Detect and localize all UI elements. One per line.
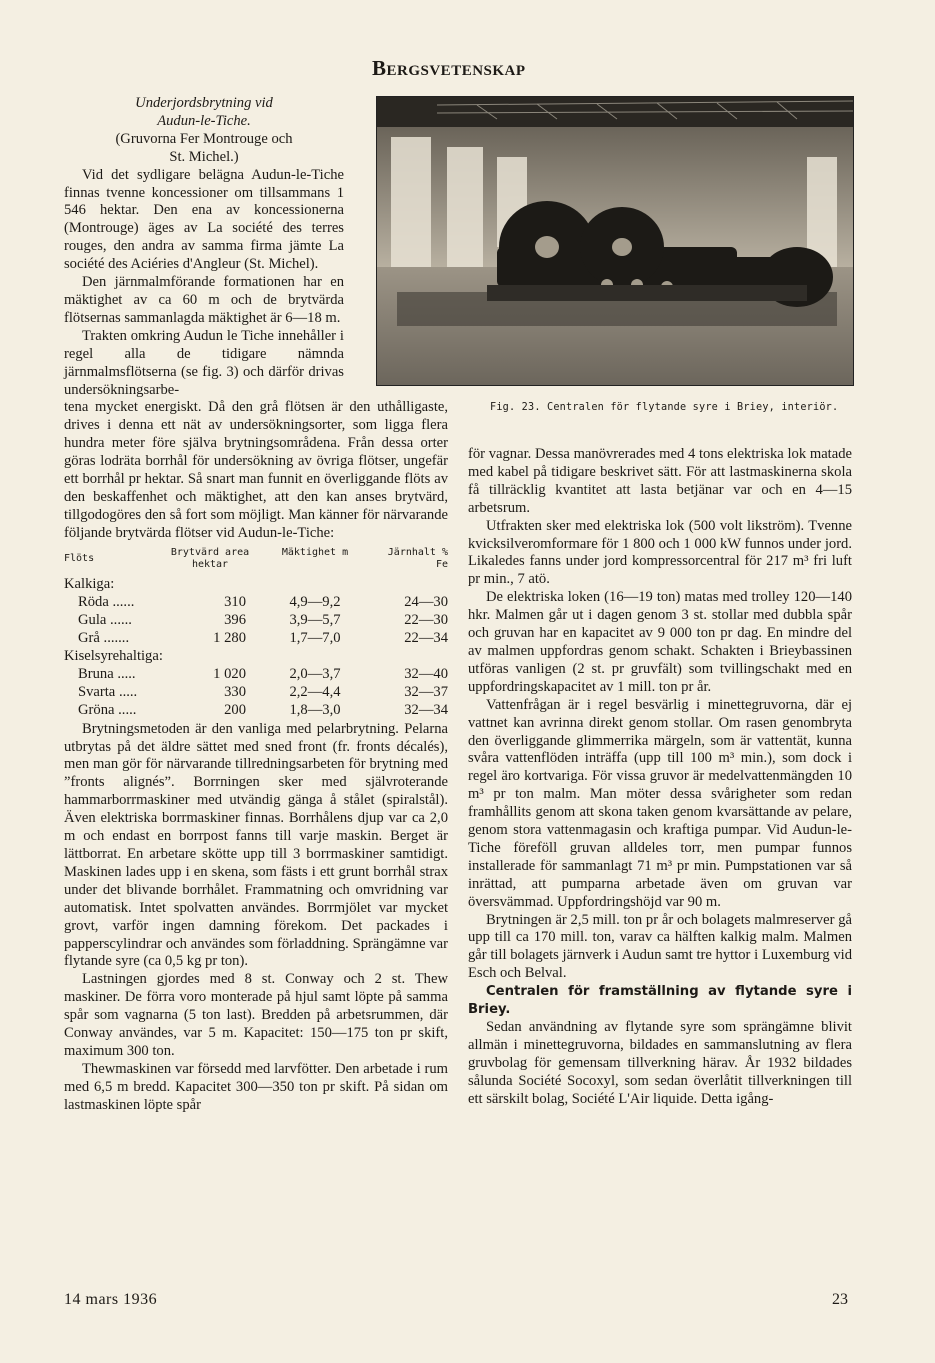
iron-value: 32—37 <box>404 683 448 700</box>
figure-caption: Fig. 23. Centralen för flytande syre i Briey, interiör. <box>490 402 839 413</box>
group-label: Kalkiga: <box>64 575 115 592</box>
leader-dots: ..... <box>118 683 138 700</box>
area-value: 1 020 <box>213 665 246 682</box>
iron-value: 24—30 <box>404 593 448 610</box>
table-row <box>64 593 448 611</box>
paragraph: Utfrakten sker med elektriska lok (500 volt likström). Tvenne kvicksilveromformare för 1 800 och 1 000 kW funnos under jord. Likaledes fanns under jord kompressorcentral för 217 m³ fri luft pr min., 7 atö. <box>468 517 852 588</box>
table-row <box>64 611 448 629</box>
paragraph: Trakten omkring Audun le Tiche innehåller i regel alla de tidigare nämnda järnmalmsflötserna (se fig. 3) och därför drivas undersökningsarbe- <box>64 327 344 398</box>
column-header: Brytvärd area hektar <box>170 546 250 570</box>
paragraph: tena mycket energiskt. Då den grå flötsen är den uthålligaste, drives i denna ett nät av undersökningsorter, som ligga flera hundra meter före själva brytningsområdena. Från dessa orter göras lodräta borrhål för undersökning av övriga flötser, ungefär ett borrhål pr hektar. Så snart man funnit en överliggande flöts av den beskaffenhet och mäktighet, att den kan anses brytvärd, tillgodogöres den så fort som möjligt. Man känner för närvarande följande brytvärda flötser vid Audun-le-Tiche: <box>64 399 448 541</box>
narrow-text-block <box>64 167 344 400</box>
leader-dots: ....... <box>103 629 130 646</box>
leader-dots: ...... <box>112 593 135 610</box>
thickness-value: 1,7—7,0 <box>289 629 341 646</box>
paragraph: Brytningen är 2,5 mill. ton pr år och bolagets malmreserver gå upp till ca 170 mill. ton, varav ca hälften kalkig malm. Malmen går till bolagets järnverk i Audun samt tre hyttor i Luxemburg vid Esch och Belval. <box>468 911 852 982</box>
section-subtitle-line1: (Gruvorna Fer Montrouge och <box>115 130 293 147</box>
section-intro <box>64 95 344 167</box>
paragraph: Lastningen gjordes med 8 st. Conway och 2 st. Thew maskiner. De förra voro monterade på hjul samt löpte på samma spår som vagnarna (5 ton last). Bredden på arbetsrummen, där Conway användes, var 5 m. Kapacitet: 150—175 ton pr skift, maximum 300 ton. <box>64 971 448 1059</box>
table-row <box>64 701 448 719</box>
flots-name: Gula <box>78 611 107 628</box>
thickness-value: 1,8—3,0 <box>289 701 341 718</box>
right-column <box>468 446 852 1109</box>
left-column <box>64 95 448 1115</box>
page-number: 23 <box>832 1291 848 1308</box>
thickness-value: 3,9—5,7 <box>289 611 341 628</box>
flots-name: Bruna <box>78 665 114 682</box>
iron-value: 32—40 <box>404 665 448 682</box>
group-row <box>64 575 448 593</box>
area-value: 200 <box>224 701 246 718</box>
paragraph: De elektriska loken (16—19 ton) matas med trolley 120—140 hkr. Malmen går ut i dagen genom 3 st. stollar med dubbla spår och gruvan har en kapacitet av 9 000 ton pr dag. En mindre del av malmen uppfordras genom schakt. Schakten i Brieybassinen utföras vanligen (2 st. pr gruvfält) som tvillingschakt med en uppfordringskapacitet av 1 mill. ton pr år. <box>468 589 852 695</box>
iron-value: 22—34 <box>404 629 448 646</box>
paragraph: Vid det sydligare belägna Audun-le-Tiche finnas tvenne koncessioner om tillsammans 1 546 hektar. Den ena av koncessionerna (Montrouge) äges av La société des terres rouges, den andra av samma firma jämte La société des Aciéries d'Angleur (St. Michel). <box>64 166 344 273</box>
group-row <box>64 647 448 665</box>
flots-name: Röda <box>78 593 109 610</box>
paragraph: Thewmaskinen var försedd med larvfötter. Den arbetade i rum med 6,5 m bredd. Kapacitet 300—350 ton pr skift. På sidan om lastmaskinen löpte spår <box>64 1060 448 1113</box>
iron-value: 32—34 <box>404 701 448 718</box>
area-value: 396 <box>224 611 246 628</box>
paragraph: Brytningsmetoden är den vanliga med pelarbrytning. Pelarna utbrytas på det äldre sättet med sned front (fr. fronts décalés), men man gör för närvarande tillredningsarbeten för brytning med ”fronts alignés”. Borrningen sker med självroterande hammarborrmaskiner med utvändig gänga å stålet (spiralstål). Även elektriska borrmaskiner finnas. Borrhålens djup var ca 2,0 m och endast en borrpost fanns till varje maskin. Berget är lättborrat. En arbetare skötte upp till 3 borrmaskiner samtidigt. Maskinen lades upp i en skena, som fästs i ett grunt borrhål strax under det blivande borrhålet. Frammatning och omvridning var automatisk. Intet spolvatten användes. Borrmjölet var mycket grovt, varför ingen damning förekom. Det packades i papperscylindrar och användes som förladdning. Sprängämne var flytande syre (ca 0,5 kg pr ton). <box>64 720 448 970</box>
paragraph: Den järnmalmförande formationen har en mäktighet av ca 60 m och de brytvärda flötsernas sammanlagda mäktighet är 6—18 m. <box>64 274 344 326</box>
flots-name: Svarta <box>78 683 116 700</box>
table-row <box>64 665 448 683</box>
flots-name: Gröna <box>78 701 115 718</box>
leader-dots: ..... <box>117 665 136 682</box>
issue-date: 14 mars 1936 <box>64 1291 158 1308</box>
section-subtitle-line2: St. Michel.) <box>169 148 239 165</box>
table-header-row <box>64 547 448 575</box>
section-title-line2: Audun-le-Tiche. <box>157 112 251 129</box>
machinery-illustration <box>377 97 853 385</box>
section-title-line1: Underjordsbrytning vid <box>135 95 273 111</box>
thickness-value: 2,2—4,4 <box>289 683 341 700</box>
column-header: Flöts <box>64 552 95 564</box>
thickness-value: 2,0—3,7 <box>289 665 341 682</box>
column-header: Mäktighet m <box>281 546 349 558</box>
column-header: Järnhalt % Fe <box>387 546 448 570</box>
table-row <box>64 629 448 647</box>
running-header: Bergsvetenskap <box>372 56 526 80</box>
section-heading: Centralen för framställning av flytande syre i Briey. <box>468 984 852 1018</box>
table-row <box>64 683 448 701</box>
leader-dots: ...... <box>110 611 132 628</box>
area-value: 1 280 <box>213 629 246 646</box>
area-value: 310 <box>224 593 246 610</box>
paragraph: för vagnar. Dessa manövrerades med 4 tons elektriska lok matade med kabel på tidigare beskrivet sätt. För att lastmaskinerna skola få tillräcklig kvantitet att lasta betjänar var och en 4—15 arbetsrum. <box>468 446 852 516</box>
thickness-value: 4,9—9,2 <box>289 593 341 610</box>
flots-table <box>64 547 448 719</box>
paragraph: Sedan användning av flytande syre som sprängämne blivit allmän i minettegruvorna, bildades en sammanslutning av flera gruvbolag för gemensam tillverkning härav. År 1932 bildades sålunda Société Socoxyl, som sedan överlåtit tillverkningen till ett särskilt bolag, Société L'Air liquide. Detta igång- <box>468 1019 852 1107</box>
iron-value: 22—30 <box>404 611 448 628</box>
group-label: Kiselsyrehaltiga: <box>64 647 163 664</box>
leader-dots: ..... <box>118 701 137 718</box>
area-value: 330 <box>224 683 246 700</box>
paragraph: Vattenfrågan är i regel besvärlig i minettegruvorna, där ej vattnet kan avrinna direkt genom stollar. Om rasen genombryta den överliggande glimmerrika märgeln, som är vattentät, kunna svåra vattenflöden inträffa (upp till 100 m³ min.), som dock i regel äro kortvariga. För vissa gruvor är medelvattenmängden 10 m³ pr ton malm. Man möter dessa svårigheter som redan framhållits genom att skona taken genom kvarsättande av pelare, genom stora vattenmagasin och kraftiga pumpar. Vid Audun-le-Tiche föreföll gruvan alldeles torr, men pumpar funnos installerade för sammanlagt 71 m³ pr min. Pumpstationen var så inrättad, att pumparna arbetade även om gruvan var översvämmad. Uppfordringshöjd var 90 m. <box>468 696 852 910</box>
flots-name: Grå <box>78 629 100 646</box>
